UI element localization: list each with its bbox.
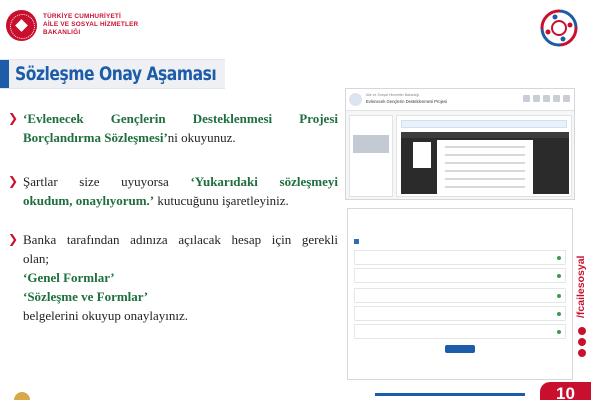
- instruction-3-line-3: belgelerini okuyup onaylayınız.: [23, 308, 188, 323]
- instruction-list: [8, 109, 338, 325]
- footer-line: [375, 393, 525, 396]
- title-bar: [0, 59, 225, 89]
- pdf-viewer: [401, 132, 569, 194]
- screenshot-info-alert: [401, 120, 567, 128]
- screenshot-header: [346, 89, 574, 111]
- screenshot-project-title: Evlenecek Gençlerin Desteklenmesi Projesi: [366, 99, 447, 104]
- pdf-page-thumbnail: [413, 142, 431, 168]
- youtube-icon: [578, 327, 586, 335]
- screenshot-toolbar: [523, 95, 570, 102]
- checkbox-text-line-1: ‘Yukarıdaki sözleşmeyi: [190, 174, 338, 189]
- pdf-page: [437, 140, 533, 194]
- ministry-line-3: BAKANLIĞI: [43, 29, 81, 36]
- form-row: [354, 288, 566, 303]
- screenshot-thumbnail: [353, 135, 389, 153]
- bullet-arrow-icon: ❯: [8, 232, 19, 246]
- ministry-line-2: AİLE VE SOSYAL HİZMETLER: [43, 21, 139, 28]
- instagram-icon: [578, 349, 586, 357]
- instruction-2-rest: kutucuğunu işaretleyiniz.: [154, 193, 289, 208]
- form-row: [354, 324, 566, 339]
- forms-approval-screenshot: [347, 208, 573, 380]
- screenshot-paragraph: [354, 213, 566, 235]
- page-number: 10: [540, 382, 591, 400]
- checkbox-text-line-2: okudum, onaylıyorum.’: [23, 193, 155, 208]
- twitter-icon: [578, 338, 586, 346]
- instruction-item-3: [8, 230, 338, 325]
- page-title: Sözleşme Onay Aşaması: [15, 63, 217, 85]
- ministry-seal-icon: [6, 10, 37, 41]
- ministry-logo-icon: [349, 93, 362, 106]
- instruction-item-1: [8, 109, 338, 147]
- ministry-header: [6, 5, 186, 45]
- ministry-line-1: TÜRKİYE CUMHURİYETİ: [43, 13, 122, 20]
- instruction-2-lead: Şartlar size uyuyorsa: [23, 174, 169, 189]
- screenshot-ministry-name: Aile ve Sosyal Hizmetler Bakanlığı: [366, 93, 420, 97]
- ministry-name: [43, 13, 138, 37]
- contract-name-line-1: ‘Evlenecek Gençlerin Desteklenmesi Projesi: [23, 111, 338, 126]
- form-row: [354, 306, 566, 321]
- social-media-strip: [574, 247, 590, 367]
- instruction-item-2: [8, 172, 338, 210]
- bottom-emblem-icon: [14, 392, 30, 400]
- screenshot-approve-checkbox: [354, 238, 566, 245]
- checkbox-checked-icon: [354, 239, 359, 244]
- instruction-1-rest: ni okuyunuz.: [167, 130, 236, 145]
- form-general: ‘Genel Formlar’: [23, 270, 115, 285]
- screenshot-main-panel: [396, 115, 572, 197]
- screenshot-continue-button: [445, 345, 475, 353]
- contract-viewer-screenshot: [345, 88, 575, 200]
- instruction-3-line-1: Banka tarafından adınıza açılacak hesap için gerekli: [23, 232, 338, 247]
- form-row: [354, 250, 566, 265]
- bullet-arrow-icon: ❯: [8, 111, 19, 125]
- screenshot-sidebar: [349, 115, 393, 197]
- instruction-3-line-2: olan;: [23, 251, 49, 266]
- bullet-arrow-icon: ❯: [8, 174, 19, 188]
- social-handle: /fcailesosyal: [575, 255, 587, 319]
- form-contract: ‘Sözleşme ve Formlar’: [23, 289, 149, 304]
- family-logo-icon: [539, 8, 579, 48]
- pdf-viewer-toolbar: [401, 132, 569, 138]
- form-row: [354, 268, 566, 283]
- contract-name-line-2: Borçlandırma Sözleşmesi’: [23, 130, 168, 145]
